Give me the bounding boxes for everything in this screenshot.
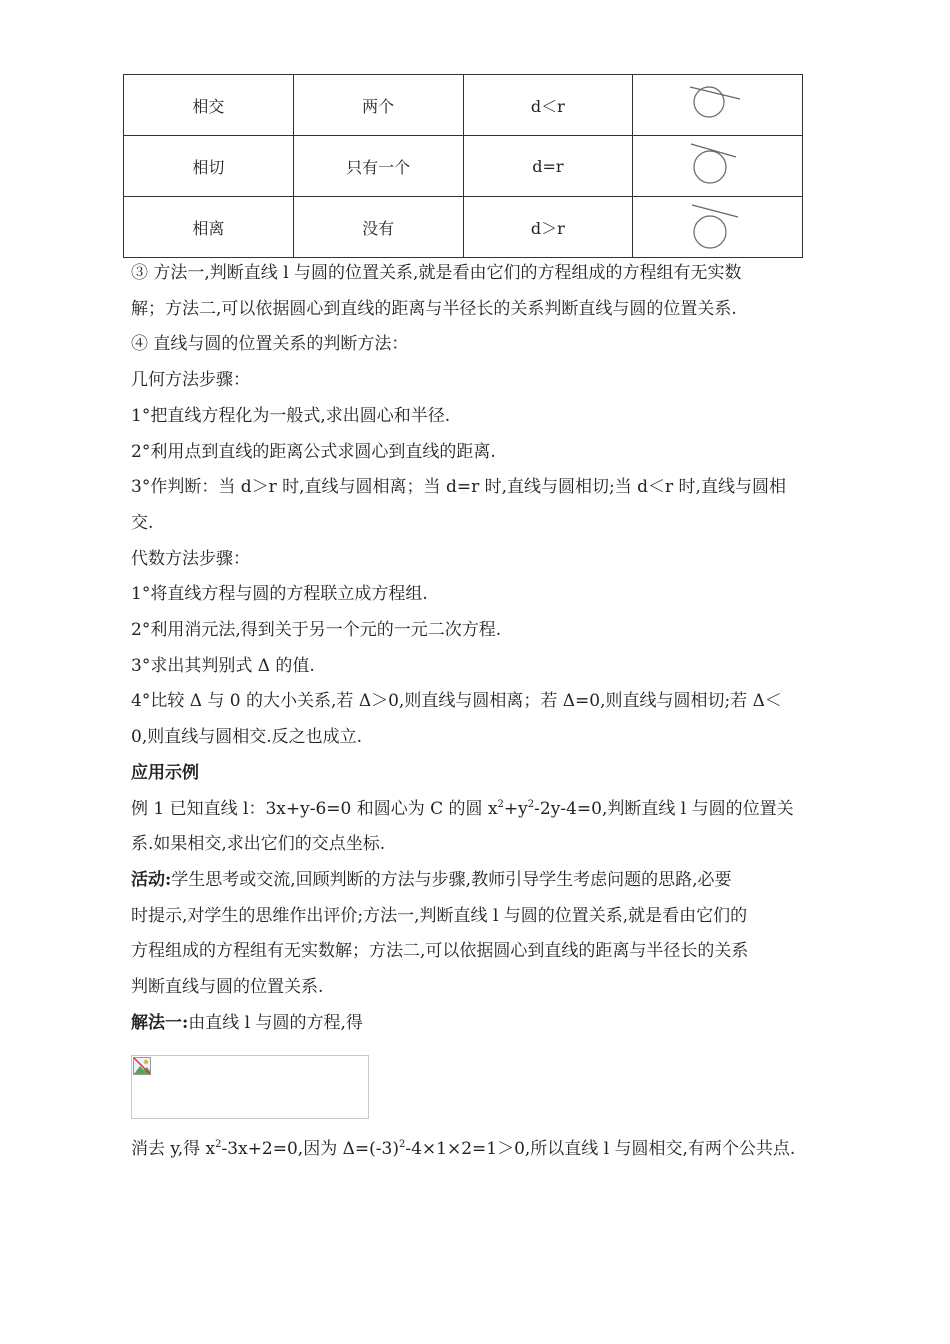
activity-line: 时提示,对学生的思维作出评价;方法一,判断直线 l 与圆的位置关系,就是看由它们的	[131, 905, 748, 926]
paragraph: 0,则直线与圆相交.反之也成立.	[131, 727, 363, 748]
figure-cell	[633, 197, 803, 258]
solution-line	[131, 1006, 821, 1042]
example-text: 例 1 已知直线 l：3x+y-6=0 和圆心为 C 的圆 x	[131, 798, 498, 819]
example-line: 系.如果相交,求出它们的交点坐标.	[131, 834, 386, 855]
table-row	[124, 75, 803, 136]
example-text: -2y-4=0,判断直线 l 与圆的位置关	[534, 798, 794, 819]
relation-cell: 相交	[124, 75, 294, 136]
count-cell: 只有一个	[293, 136, 463, 197]
example-line	[131, 792, 821, 828]
paragraph: 4°比较 Δ 与 0 的大小关系,若 Δ＞0,则直线与圆相离；若 Δ=0,则直线与圆相切;若 Δ＜	[131, 691, 782, 712]
paragraph: 解；方法二,可以依据圆心到直线的距离与半径长的关系判断直线与圆的位置关系.	[131, 298, 737, 319]
relation-cell: 相离	[124, 197, 294, 258]
superscript: 2	[215, 1139, 222, 1150]
figure-cell	[633, 136, 803, 197]
count-cell: 没有	[293, 197, 463, 258]
superscript: 2	[497, 798, 504, 810]
condition-cell: d=r	[463, 136, 633, 197]
paragraph: 3°作判断：当 d＞r 时,直线与圆相离；当 d=r 时,直线与圆相切;当 d＜r 时,直线与圆相	[131, 477, 786, 498]
activity-text: 学生思考或交流,回顾判断的方法与步骤,教师引导学生考虑问题的思路,必要	[171, 869, 732, 890]
relation-cell: 相切	[124, 136, 294, 197]
activity-line	[131, 863, 821, 899]
tangent-circle-icon	[688, 142, 748, 186]
paragraph: 3°求出其判别式 Δ 的值.	[131, 655, 315, 676]
paragraph: ④ 直线与圆的位置关系的判断方法：	[131, 334, 409, 355]
paragraph: 交.	[131, 512, 154, 533]
final-line	[131, 1132, 795, 1167]
condition-cell: d＞r	[463, 197, 633, 258]
broken-image-placeholder	[131, 1055, 369, 1119]
activity-line: 方程组成的方程组有无实数解；方法二,可以依据圆心到直线的距离与半径长的关系	[131, 941, 749, 962]
condition-cell: d＜r	[463, 75, 633, 136]
final-text: 消去 y,得 x	[131, 1139, 216, 1159]
paragraph: 1°将直线方程与圆的方程联立成方程组.	[131, 584, 428, 605]
count-cell: 两个	[293, 75, 463, 136]
paragraph: 代数方法步骤：	[131, 548, 250, 569]
relation-table	[123, 74, 803, 258]
activity-label: 活动:	[131, 869, 172, 890]
solution-label: 解法一:	[131, 1012, 189, 1033]
paragraph: 几何方法步骤：	[131, 370, 250, 391]
table-row	[124, 197, 803, 258]
paragraph: 2°利用点到直线的距离公式求圆心到直线的距离.	[131, 441, 496, 462]
secant-circle-icon	[688, 81, 748, 121]
paragraph: 2°利用消元法,得到关于另一个元的一元二次方程.	[131, 620, 502, 641]
superscript: 2	[527, 798, 535, 810]
superscript: 2	[398, 1139, 406, 1150]
paragraph: ③ 方法一,判断直线 l 与圆的位置关系,就是看由它们的方程组成的方程组有无实数	[131, 263, 742, 283]
final-text: -3x+2=0,因为 Δ=(-3)	[221, 1139, 399, 1159]
broken-image-icon	[133, 1057, 153, 1077]
solution-text: 由直线 l 与圆的方程,得	[188, 1012, 363, 1033]
paragraph: 1°把直线方程化为一般式,求出圆心和半径.	[131, 405, 451, 426]
body-text	[131, 256, 821, 1041]
final-text: -4×1×2=1＞0,所以直线 l 与圆相交,有两个公共点.	[405, 1139, 796, 1159]
section-title: 应用示例	[131, 762, 199, 783]
activity-line: 判断直线与圆的位置关系.	[131, 977, 324, 998]
separate-circle-icon	[688, 203, 748, 249]
example-text: +y	[503, 798, 528, 819]
figure-cell	[633, 75, 803, 136]
table-row	[124, 136, 803, 197]
